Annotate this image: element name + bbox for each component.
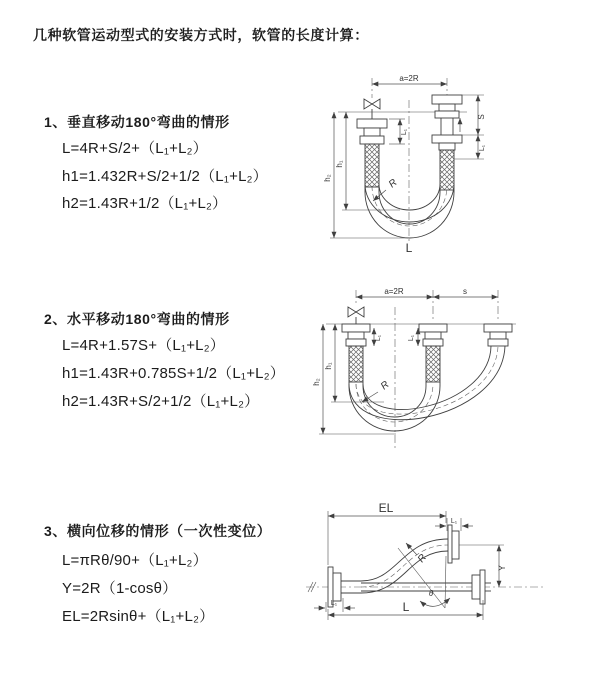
dimension-span <box>356 287 498 297</box>
dim-label-s: S <box>477 114 486 120</box>
radius-callout <box>362 379 391 402</box>
dim-label-l1-left: L₁ <box>330 600 338 607</box>
section-3-formula-EL: EL=2Rsinθ+（L₁+L₂） <box>62 608 215 625</box>
dim-label-l: L <box>405 241 413 255</box>
dimension-l1-left <box>374 328 382 346</box>
dim-label-r: R <box>386 177 400 191</box>
dimension-l1-left <box>389 119 408 144</box>
left-pipe-fitting <box>342 324 370 382</box>
hose-u-bend <box>365 184 454 238</box>
dim-label-y: Y <box>497 564 507 572</box>
vertical-180-bend-diagram <box>312 72 580 264</box>
section-1-heading: 1、垂直移动180°弯曲的情形 <box>44 114 230 130</box>
section-2-formula-h2: h2=1.43R+S/2+1/2（L₁+L₂） <box>62 393 260 410</box>
section-3-heading: 3、横向位移的情形（一次性变位） <box>44 523 272 539</box>
right-pipe-fitting <box>432 95 462 190</box>
dim-label-theta: θ <box>428 589 434 598</box>
section-2-formula-h1: h1=1.43R+0.785S+1/2（L₁+L₂） <box>62 365 285 382</box>
dim-label-r: R <box>415 552 429 565</box>
section-2-formula-L: L=4R+1.57S+（L₁+L₂） <box>62 337 225 354</box>
dim-label-el: EL <box>378 501 394 515</box>
right-pipe-fitting <box>484 324 512 346</box>
section-3-formula-L: L=πRθ/90+（L₁+L₂） <box>62 552 208 569</box>
section-1-formula-h2: h2=1.43R+1/2（L₁+L₂） <box>62 195 228 212</box>
middle-pipe-fitting <box>419 324 447 382</box>
dim-label-a2r: a=2R <box>399 74 419 83</box>
horizontal-180-bend-diagram <box>306 282 598 460</box>
dim-label-l1-left: L₁ <box>401 128 408 136</box>
dimension-l <box>328 600 483 620</box>
section-1-formula-h1: h1=1.432R+S/2+1/2（L₁+L₂） <box>62 168 268 185</box>
dimension-l1-left <box>314 598 355 612</box>
dimension-l1-mid <box>408 328 418 346</box>
lateral-displacement-diagram <box>298 498 600 650</box>
dimension-s <box>454 95 486 159</box>
section-1-formula-L: L=4R+S/2+（L₁+L₂） <box>62 140 208 157</box>
dim-label-l: L <box>402 600 410 614</box>
section-3-formula-Y: Y=2R（1-cosθ） <box>62 580 178 597</box>
dim-label-h1: h₁ <box>324 362 333 370</box>
valve-icon <box>348 307 364 324</box>
page-title: 几种软管运动型式的安装方式时，软管的长度计算： <box>33 27 369 43</box>
dimension-span <box>372 74 447 84</box>
dim-label-h1: h₁ <box>335 160 344 168</box>
dim-label-l1-left: L₁ <box>375 334 382 342</box>
valve-icon <box>364 99 380 119</box>
dim-label-shift: s <box>463 287 467 296</box>
dim-label-r: R <box>378 379 392 393</box>
dim-label-l1-mid: L₁ <box>408 334 415 342</box>
dim-label-a2r: a=2R <box>384 287 404 296</box>
left-pipe-fitting <box>357 119 387 187</box>
dim-label-h2: h₂ <box>312 378 321 386</box>
dim-label-l1-top: L₁ <box>450 518 458 525</box>
section-2-heading: 2、水平移动180°弯曲的情形 <box>44 311 230 327</box>
dim-label-h2: h₂ <box>323 174 332 182</box>
dimension-l1-top <box>435 518 473 531</box>
dim-label-l1-right: L₁ <box>479 144 486 152</box>
